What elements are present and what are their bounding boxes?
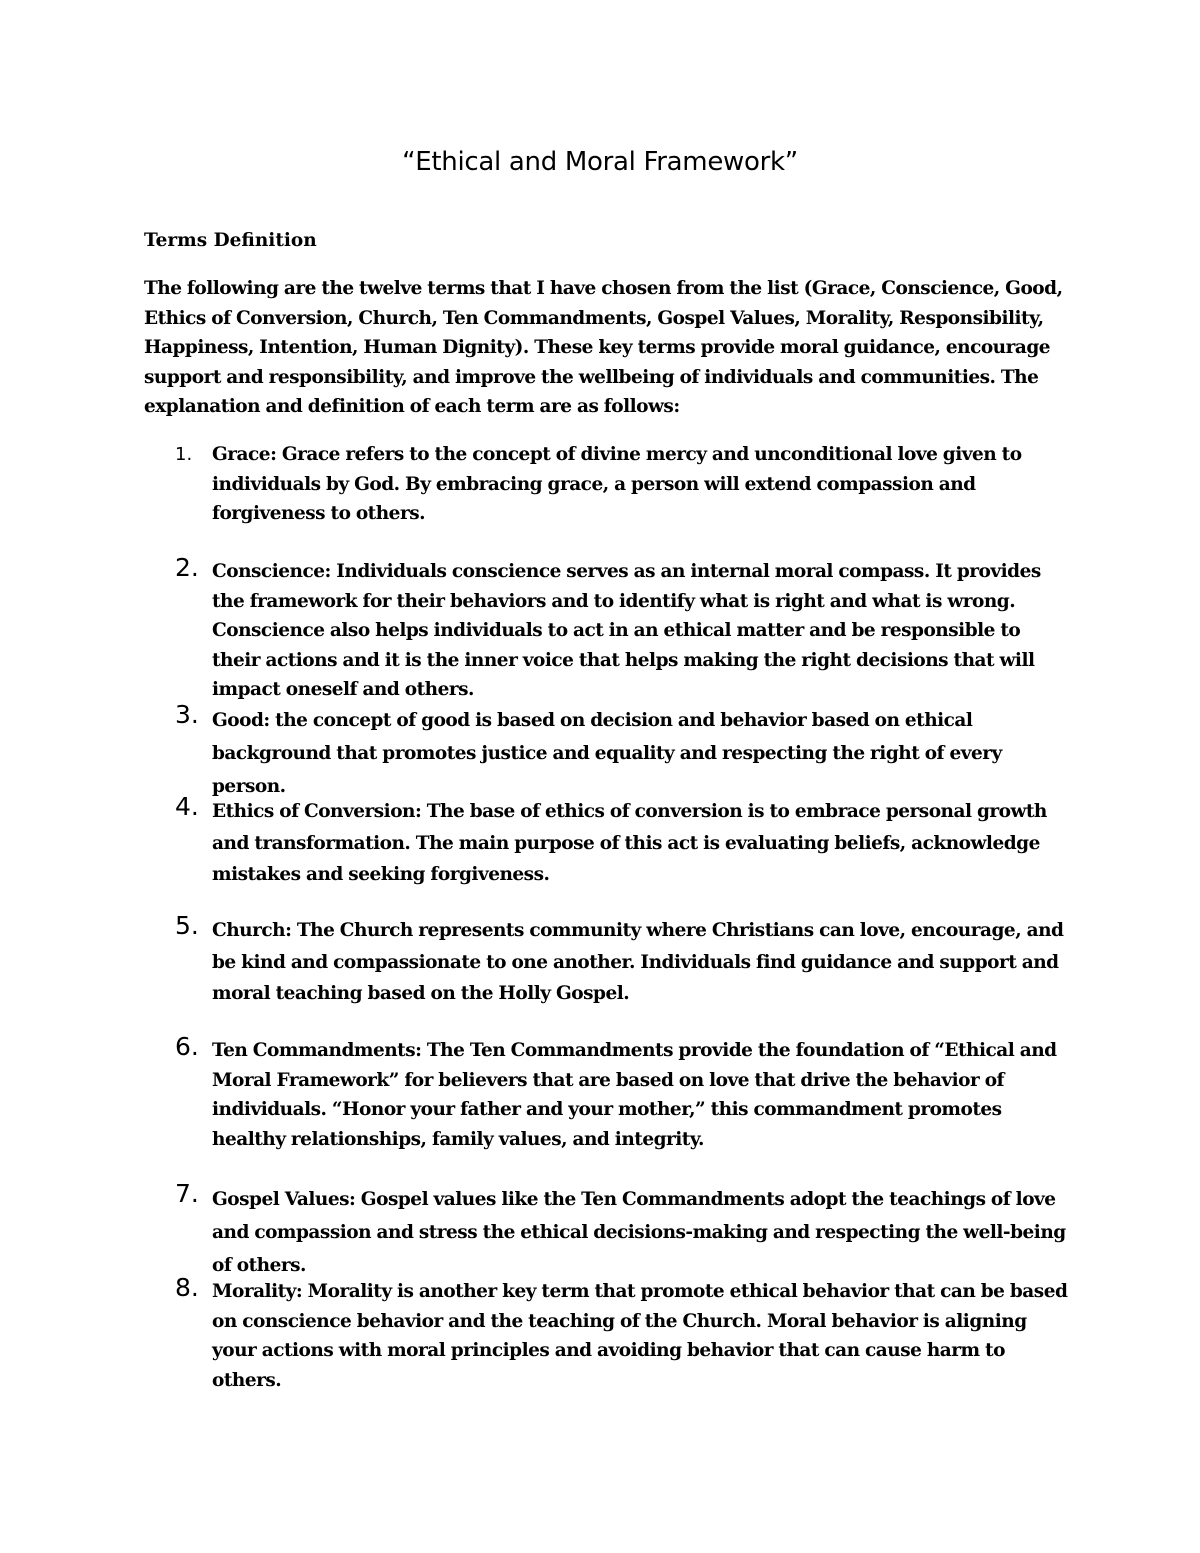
list-item-text: Church: The Church represents community where Christians can love, encourage, and be kind and compassionate to one another. Individuals find guidance and support and moral teaching based on the Holly Gospel. <box>212 920 1064 1005</box>
list-item-number: 7. <box>175 1179 199 1208</box>
list-item-number: 6. <box>175 1032 199 1061</box>
list-item-number: 2. <box>175 553 199 582</box>
list-item-text: Ethics of Conversion: The base of ethics of conversion is to embrace personal growth and transformation. The main purpose of this act is evaluating beliefs, acknowledge mistakes and seeking forgiveness. <box>212 801 1047 886</box>
document-title: “Ethical and Moral Framework” <box>402 147 798 177</box>
list-item-text: Conscience: Individuals conscience serves as an internal moral compass. It provides the framework for their behaviors and to identify what is right and what is wrong. Conscience also helps individuals to act in an ethical matter and be responsible to their actions and it is the inner voice that helps making the right decisions that will impact oneself and others. <box>212 561 1041 701</box>
intro-paragraph: The following are the twelve terms that I have chosen from the list (Grace, Conscience, Good, Ethics of Conversion, Church, Ten Commandments, Gospel Values, Morality, Responsibility, Happiness, Intention, Human Dignity). These key terms provide moral guidance, encourage support and responsibility, and improve the wellbeing of individuals and communities. The explanation and definition of each term are as follows: <box>144 278 1063 418</box>
list-item-text: Morality: Morality is another key term that promote ethical behavior that can be based on conscience behavior and the teaching of the Church. Moral behavior is aligning your actions with moral principles and avoiding behavior that can cause harm to others. <box>212 1281 1068 1391</box>
list-item-number: 5. <box>175 911 199 940</box>
list-item-number: 1. <box>175 444 193 465</box>
list-item-text: Gospel Values: Gospel values like the Ten Commandments adopt the teachings of love and compassion and stress the ethical decisions-making and respecting the well-being of others. <box>212 1189 1066 1276</box>
section-heading: Terms Definition <box>144 230 317 251</box>
list-item-number: 3. <box>175 700 199 729</box>
list-item-text: Grace: Grace refers to the concept of divine mercy and unconditional love given to individuals by God. By embracing grace, a person will extend compassion and forgiveness to others. <box>212 444 1022 525</box>
list-item-number: 8. <box>175 1273 199 1302</box>
list-item-text: Good: the concept of good is based on decision and behavior based on ethical background that promotes justice and equality and respecting the right of every person. <box>212 710 1002 797</box>
list-item-number: 4. <box>175 792 199 821</box>
list-item-text: Ten Commandments: The Ten Commandments provide the foundation of “Ethical and Moral Framework” for believers that are based on love that drive the behavior of individuals. “Honor your father and your mother,” this commandment promotes healthy relationships, family values, and integrity. <box>212 1040 1057 1150</box>
